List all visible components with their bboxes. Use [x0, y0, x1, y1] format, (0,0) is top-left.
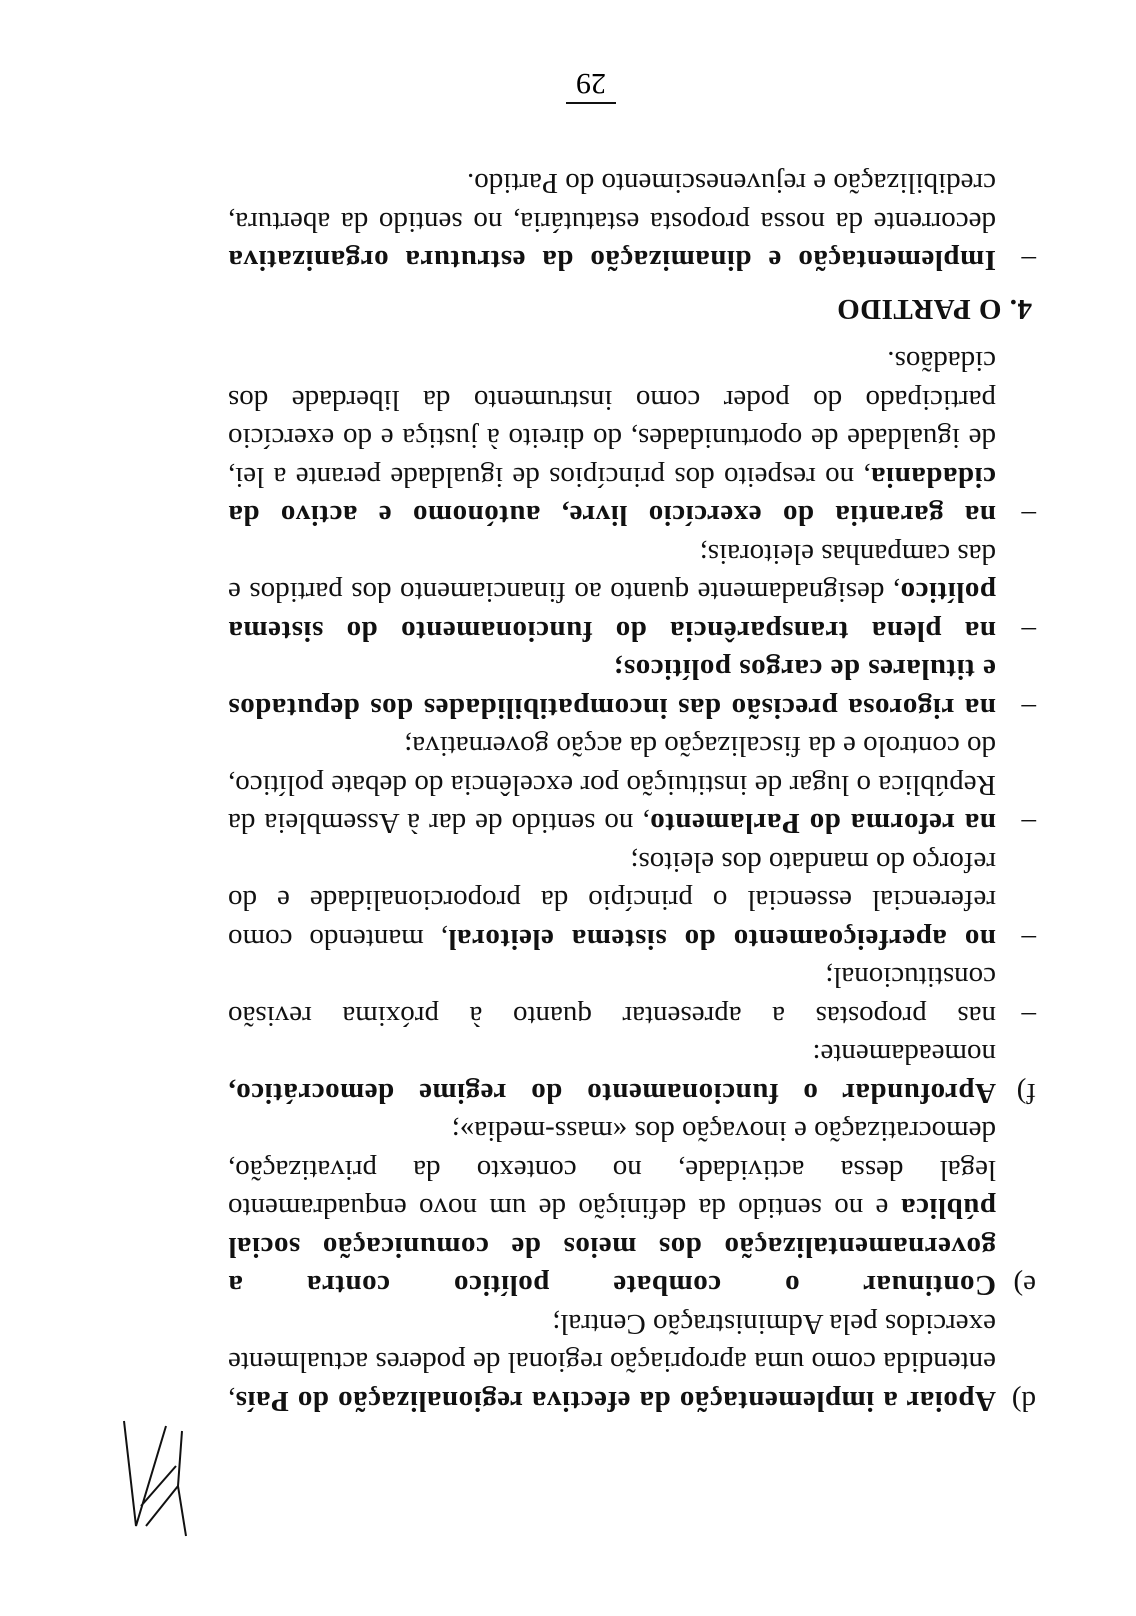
sub-list-item	[228, 843, 1036, 959]
body-text: decorrente da nossa proposta estatutária, no sentido da abertura, credibilização e rejuvenescimento do Partido.	[228, 167, 996, 238]
list-marker: d)	[1011, 1385, 1036, 1417]
body-text: nas propostas a apresentar quanto à próxima revisão constitucional;	[228, 961, 996, 1032]
handwritten-signature	[116, 1416, 206, 1546]
emphasis-text: na plena transparência do funcionamento do sistema político	[228, 576, 996, 647]
list-item	[228, 1112, 1036, 1305]
body-text: nomeadamente:	[812, 1038, 996, 1071]
section-list-item	[228, 164, 1036, 280]
list-marker: –	[1021, 244, 1036, 277]
list-item	[228, 1035, 1036, 1112]
page-number: 29	[566, 66, 616, 104]
list-marker: –	[1021, 692, 1036, 724]
sub-list-item	[228, 650, 1036, 727]
list-marker: f)	[1016, 1077, 1036, 1109]
emphasis-text: na garantia do exercício livre, autónomo e activo da cidadania	[228, 461, 996, 532]
body-text: , entendida como uma apropriação regional de poderes actualmente exercidos pela Administração Central;	[228, 1308, 996, 1417]
sub-list-item	[228, 342, 1036, 535]
list-item	[228, 1305, 1036, 1421]
document-body	[228, 164, 1036, 1420]
body-text: , mantendo como referencial essencial o princípio da proporcionalidade e do reforço do mandato dos eleitos;	[228, 846, 996, 955]
list-marker: e)	[1013, 1269, 1036, 1302]
body-text: e no sentido da definição de um novo enquadramento legal dessa actividade, no contexto da privatização, democratização e inovação dos «mass-media»;	[228, 1115, 996, 1225]
sub-list-item	[228, 535, 1036, 651]
emphasis-text: na reforma do Parlamento	[649, 807, 996, 840]
list-marker: –	[1021, 923, 1036, 955]
sub-list-item	[228, 958, 1036, 1035]
list-marker: –	[1021, 807, 1036, 840]
section-heading: 4. O PARTIDO	[836, 293, 1032, 325]
body-text: , no sentido de dar à Assembleia da República o lugar de instituição por excelência do debate político, do controlo e da fiscalização da acção governativa;	[228, 730, 996, 840]
list-marker: –	[1021, 1000, 1036, 1032]
emphasis-text: Apoiar a implementação da efectiva regionalização do País	[235, 1385, 996, 1417]
emphasis-text: no aperfeiçoamento do sistema eleitoral	[447, 923, 996, 955]
emphasis-text: na rigorosa precisão das incompatibilidades dos deputados e titulares de cargos políticos;	[228, 653, 996, 724]
body-text: , no respeito dos princípios de igualdade perante a lei, de igualdade de oportunidades, do direito à justiça e do exercício participado do poder como instrumento da liberdade dos cidadãos.	[228, 345, 996, 493]
list-marker: –	[1021, 615, 1036, 647]
emphasis-text: Aprofundar o funcionamento do regime democrático,	[228, 1077, 996, 1109]
list-marker: –	[1021, 499, 1036, 532]
emphasis-text: Implementação e dinamização da estrutura organizativa	[228, 244, 996, 277]
body-text: , designadamente quanto ao financiamento dos partidos e das campanhas eleitorais;	[228, 538, 996, 609]
emphasis-text: Continuar o combate político contra a governamentalização dos meios de comunicação social pública	[228, 1192, 996, 1302]
sub-list-item	[228, 727, 1036, 843]
